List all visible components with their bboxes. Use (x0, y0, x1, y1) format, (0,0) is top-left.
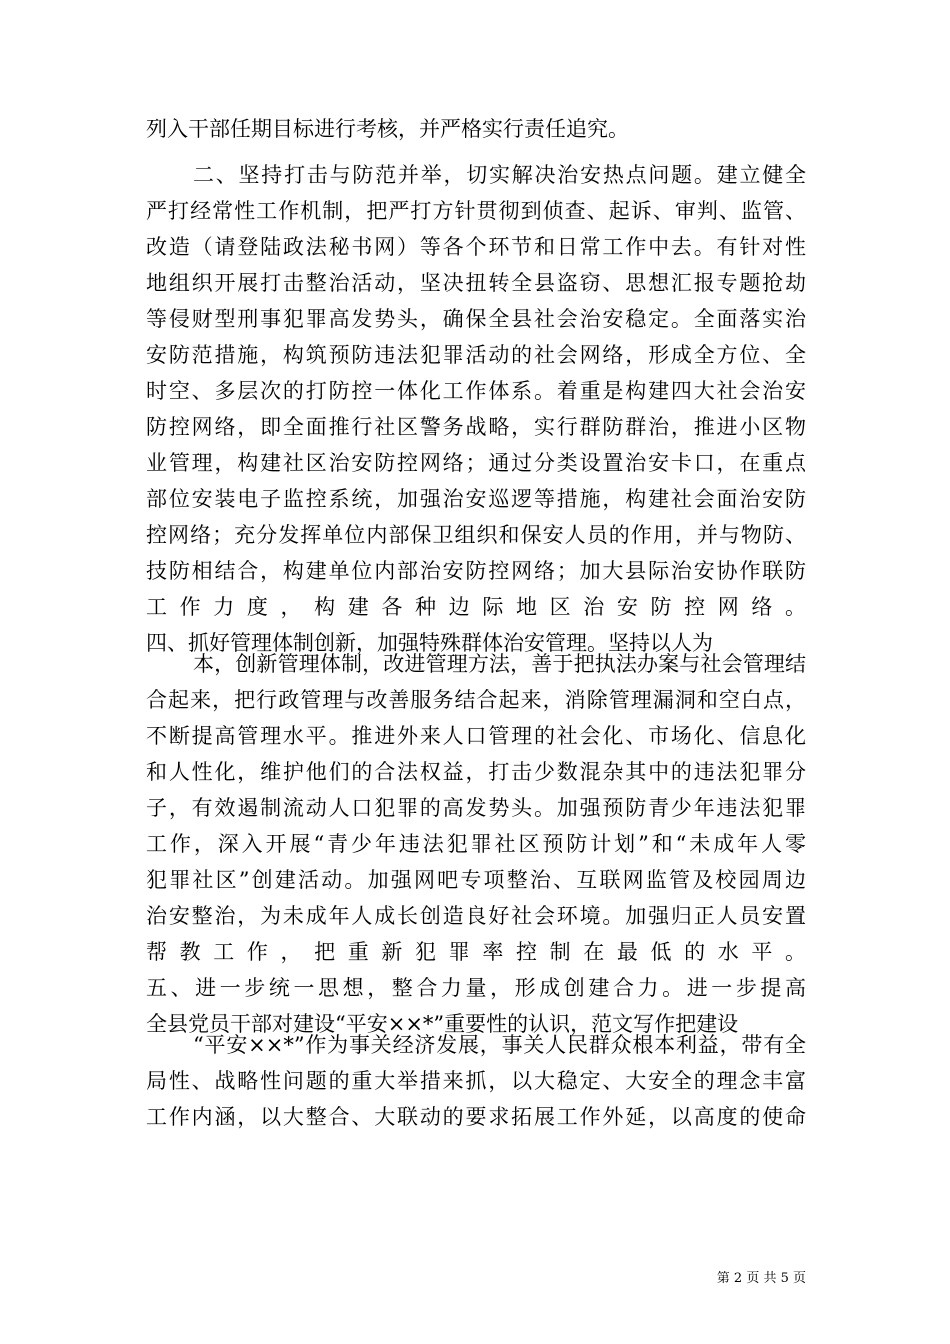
text-line: 子，有效遏制流动人口犯罪的高发势头。加强预防青少年违法犯罪 (146, 796, 806, 820)
text-line: 技防相结合，构建单位内部治安防控网络；加大县际治安协作联防 (146, 559, 806, 583)
text-line: 犯罪社区”创建活动。加强网吧专项整治、互联网监管及校园周边 (146, 868, 806, 892)
text-line: 安防范措施，构筑预防违法犯罪活动的社会网络，形成全方位、全 (146, 343, 806, 367)
text-line: 四、抓好管理体制创新，加强特殊群体治安管理。坚持以人为 (146, 631, 713, 655)
paragraph-heading-line: 本，创新管理体制，改进管理方法，善于把执法办案与社会管理结 (193, 652, 806, 676)
text-line: 列入干部任期目标进行考核，并严格实行责任追究。 (146, 117, 629, 141)
text-line: 业管理，构建社区治安防控网络；通过分类设置治安卡口，在重点 (146, 451, 806, 475)
text-line: 地组织开展打击整治活动，坚决扭转全县盗窃、思想汇报专题抢劫 (146, 271, 806, 295)
text-line: 帮教工作，把重新犯罪率控制在最低的水平。 (146, 940, 806, 964)
text-line: 合起来，把行政管理与改善服务结合起来，消除管理漏洞和空白点， (146, 688, 806, 712)
text-line: 等侵财型刑事犯罪高发势头，确保全县社会治安稳定。全面落实治 (146, 307, 806, 331)
text-line: 治安整治，为未成年人成长创造良好社会环境。加强归正人员安置 (146, 904, 806, 928)
text-line: 严打经常性工作机制，把严打方针贯彻到侦查、起诉、审判、监管、 (146, 199, 806, 223)
text-line: 不断提高管理水平。推进外来人口管理的社会化、市场化、信息化 (146, 724, 806, 748)
paragraph-heading-line: “平安××*”作为事关经济发展，事关人民群众根本利益，带有全 (193, 1033, 806, 1057)
text-line: 工作内涵，以大整合、大联动的要求拓展工作外延，以高度的使命 (146, 1105, 806, 1129)
paragraph-heading-line: 二、坚持打击与防范并举，切实解决治安热点问题。建立健全 (193, 163, 806, 187)
text-line: 防控网络，即全面推行社区警务战略，实行群防群治，推进小区物 (146, 415, 806, 439)
text-line: 五、进一步统一思想，整合力量，形成创建合力。进一步提高 (146, 976, 806, 1000)
text-line: 工作，深入开展“青少年违法犯罪社区预防计划”和“未成年人零 (146, 832, 806, 856)
text-line: 时空、多层次的打防控一体化工作体系。着重是构建四大社会治安 (146, 379, 806, 403)
text-line: 全县党员干部对建设“平安××*”重要性的认识，范文写作把建设 (146, 1012, 739, 1036)
text-line: 工作力度，构建各种边际地区治安防控网络。 (146, 595, 806, 619)
text-line: 部位安装电子监控系统，加强治安巡逻等措施，构建社会面治安防 (146, 487, 806, 511)
page-number: 第 2 页 共 5 页 (716, 1271, 806, 1286)
text-line: 局性、战略性问题的重大举措来抓，以大稳定、大安全的理念丰富 (146, 1069, 806, 1093)
text-line: 改造（请登陆政法秘书网）等各个环节和日常工作中去。有针对性 (146, 235, 806, 259)
text-line: 和人性化，维护他们的合法权益，打击少数混杂其中的违法犯罪分 (146, 760, 806, 784)
text-line: 控网络；充分发挥单位内部保卫组织和保安人员的作用，并与物防、 (146, 523, 806, 547)
